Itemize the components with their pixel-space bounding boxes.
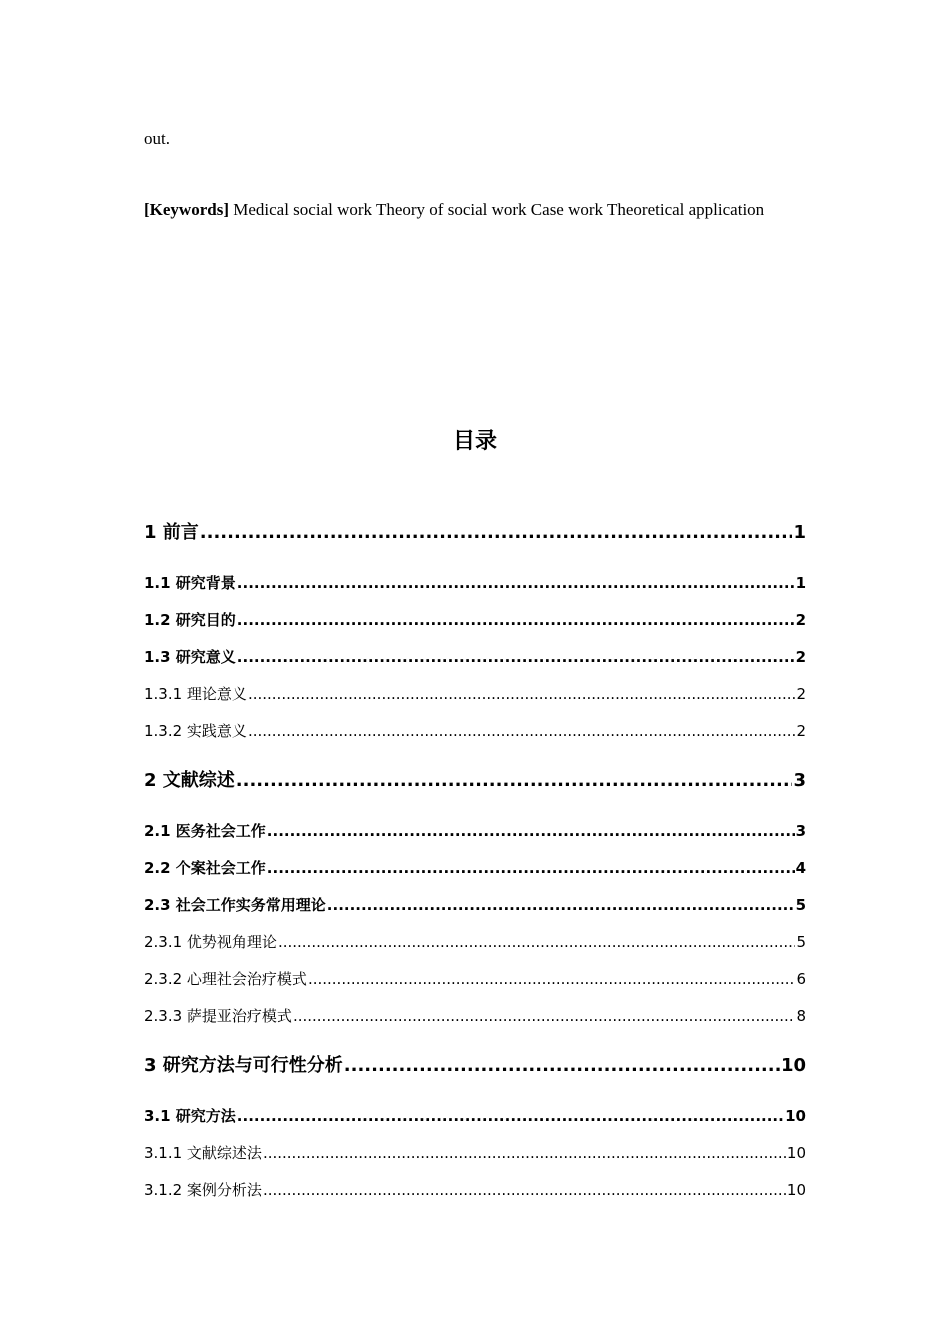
toc-entry-page: 8 <box>796 1007 806 1025</box>
toc-entry-page: 10 <box>786 1181 806 1199</box>
toc-leader-dots <box>267 859 795 877</box>
toc-entry-label: 2.3.1 优势视角理论 <box>144 933 277 951</box>
toc-leader-dots <box>293 1007 796 1025</box>
toc-entry-label: 1.1 研究背景 <box>144 574 236 592</box>
toc-leader-dots <box>248 685 796 703</box>
keywords-label: [Keywords] <box>144 200 229 219</box>
toc-entry[interactable] <box>144 894 806 915</box>
toc-entry[interactable] <box>144 931 806 952</box>
toc-entry[interactable] <box>144 766 806 792</box>
toc-leader-dots <box>237 648 795 666</box>
toc-entry-label: 1.3.1 理论意义 <box>144 685 247 703</box>
toc-entry-page: 10 <box>785 1107 806 1125</box>
toc-entry-page: 2 <box>795 611 806 629</box>
toc-entry-label: 3.1.1 文献综述法 <box>144 1144 262 1162</box>
toc-entry-page: 1 <box>795 574 806 592</box>
abstract-tail-paragraph <box>144 120 806 157</box>
toc-entry[interactable] <box>144 683 806 704</box>
abstract-tail-text: out. <box>144 129 170 148</box>
toc-entry-label: 1.3.2 实践意义 <box>144 722 247 740</box>
toc-entry-label: 2 文献综述 <box>144 770 235 791</box>
toc-leader-dots <box>263 1181 786 1199</box>
toc-entry-label: 2.2 个案社会工作 <box>144 859 266 877</box>
toc-entry[interactable] <box>144 857 806 878</box>
toc-entry-page: 10 <box>786 1144 806 1162</box>
toc-entry[interactable] <box>144 572 806 593</box>
toc-entry[interactable] <box>144 1051 806 1077</box>
toc-entry[interactable] <box>144 1179 806 1200</box>
toc-entry[interactable] <box>144 609 806 630</box>
toc-leader-dots <box>236 770 793 791</box>
toc-entry-label: 2.3 社会工作实务常用理论 <box>144 896 326 914</box>
toc-leader-dots <box>263 1144 786 1162</box>
toc-entry-label: 2.1 医务社会工作 <box>144 822 266 840</box>
toc-leader-dots <box>278 933 796 951</box>
toc-entry-label: 2.3.3 萨提亚治疗模式 <box>144 1007 292 1025</box>
toc-entry-label: 1 前言 <box>144 522 199 543</box>
toc-entry-page: 3 <box>793 770 806 791</box>
toc-entry-label: 2.3.2 心理社会治疗模式 <box>144 970 307 988</box>
toc-entry-page: 1 <box>793 522 806 543</box>
toc-leader-dots <box>248 722 796 740</box>
toc-entry-label: 1.2 研究目的 <box>144 611 236 629</box>
toc-entry[interactable] <box>144 1005 806 1026</box>
toc-entry[interactable] <box>144 518 806 544</box>
toc-entry-label: 3.1 研究方法 <box>144 1107 236 1125</box>
toc-entry[interactable] <box>144 968 806 989</box>
toc-entry-page: 5 <box>795 896 806 914</box>
keywords-paragraph <box>144 191 806 228</box>
toc-leader-dots <box>237 574 795 592</box>
toc-leader-dots <box>237 611 795 629</box>
toc-entry-page: 3 <box>795 822 806 840</box>
toc-entry[interactable] <box>144 820 806 841</box>
toc-entry-page: 10 <box>780 1055 806 1076</box>
toc-leader-dots <box>327 896 795 914</box>
toc-leader-dots <box>237 1107 784 1125</box>
toc-entry[interactable] <box>144 1105 806 1126</box>
toc-title: 目录 <box>452 429 497 454</box>
toc-leader-dots <box>344 1055 780 1076</box>
toc-entry-label: 3 研究方法与可行性分析 <box>144 1055 343 1076</box>
toc-entry-page: 6 <box>796 970 806 988</box>
toc-entry-page: 4 <box>795 859 806 877</box>
toc-entry-page: 2 <box>795 648 806 666</box>
toc-entry-page: 2 <box>796 722 806 740</box>
toc-leader-dots <box>308 970 796 988</box>
toc-entry-label: 3.1.2 案例分析法 <box>144 1181 262 1199</box>
toc-entry-page: 2 <box>796 685 806 703</box>
toc-entry-label: 1.3 研究意义 <box>144 648 236 666</box>
toc-leader-dots <box>267 822 795 840</box>
toc-entry[interactable] <box>144 646 806 667</box>
toc-entry[interactable] <box>144 720 806 741</box>
keywords-text: Medical social work Theory of social work Case work Theoretical application <box>228 200 765 219</box>
toc-leader-dots <box>200 522 793 543</box>
toc-entry[interactable] <box>144 1142 806 1163</box>
toc-entry-page: 5 <box>796 933 806 951</box>
